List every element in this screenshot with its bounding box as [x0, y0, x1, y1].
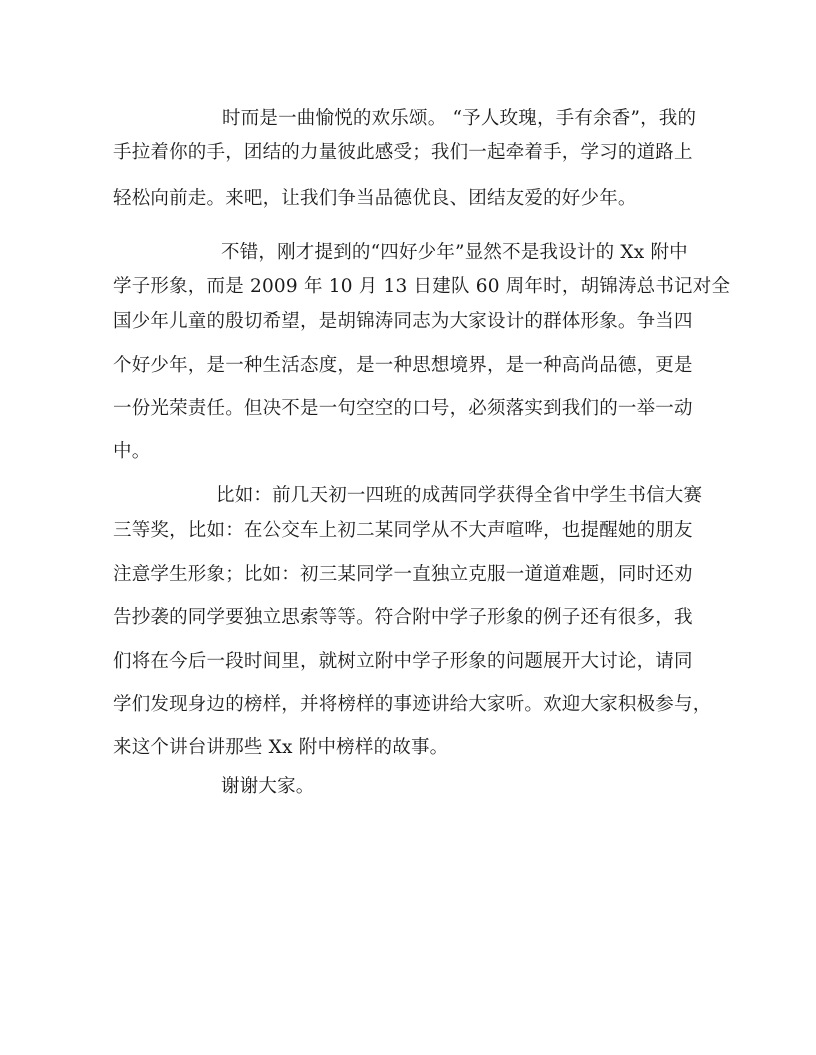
- paragraph-3-line-7: 来这个讲台讲那些 Xx 附中榜样的故事。: [113, 737, 449, 758]
- paragraph-1-line-2: 手拉着你的手，团结的力量彼此感受；我们一起牵着手，学习的道路上: [113, 142, 693, 163]
- paragraph-3-line-1: 比如：前几天初一四班的成茜同学获得全省中学生书信大赛: [216, 485, 703, 506]
- paragraph-2-line-2: 学子形象，而是 2009 年 10 月 13 日建队 60 周年时，胡锦涛总书记对全: [113, 276, 731, 297]
- paragraph-3-line-6: 学们发现身边的榜样，并将榜样的事迹讲给大家听。欢迎大家积极参与，: [113, 694, 712, 715]
- paragraph-3-line-3: 注意学生形象；比如：初三某同学一直独立克服一道道难题，同时还劝: [113, 564, 693, 585]
- paragraph-2-line-3: 国少年儿童的殷切希望，是胡锦涛同志为大家设计的群体形象。争当四: [113, 311, 693, 332]
- paragraph-3-line-4: 告抄袭的同学要独立思索等等。符合附中学子形象的例子还有很多，我: [113, 607, 693, 628]
- paragraph-2-line-1: 不错，刚才提到的“四好少年”显然不是我设计的 Xx 附中: [221, 242, 688, 263]
- paragraph-3-line-2: 三等奖，比如：在公交车上初二某同学从不大声喧哗，也提醒她的朋友: [113, 520, 693, 541]
- paragraph-2-line-5: 一份光荣责任。但决不是一句空空的口号，必须落实到我们的一举一动: [113, 398, 693, 419]
- paragraph-1-line-1: 时而是一曲愉悦的欢乐颂。 “予人玫瑰，手有余香”，我的: [222, 108, 697, 129]
- paragraph-3-line-5: 们将在今后一段时间里，就树立附中学子形象的问题展开大讨论，请同: [113, 651, 693, 672]
- paragraph-2-line-4: 个好少年，是一种生活态度，是一种思想境界，是一种高尚品德，更是: [113, 355, 693, 376]
- closing-line: 谢谢大家。: [221, 776, 315, 797]
- paragraph-1-line-3: 轻松向前走。来吧，让我们争当品德优良、团结友爱的好少年。: [113, 188, 637, 209]
- paragraph-2-line-6: 中。: [113, 441, 151, 462]
